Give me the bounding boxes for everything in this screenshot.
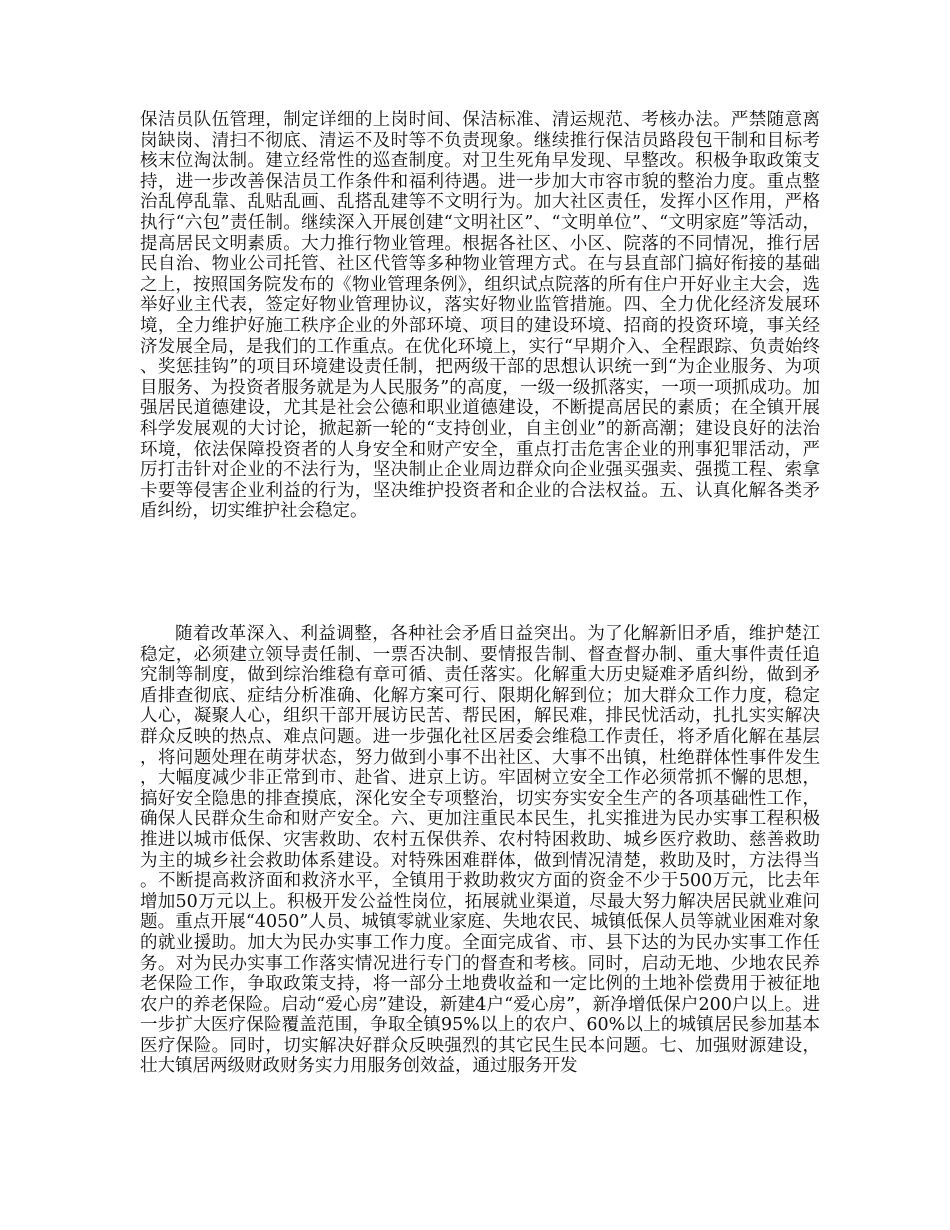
- body-paragraph-1: 保洁员队伍管理，制定详细的上岗时间、保洁标准、清运规范、考核办法。严禁随意离岗缺岗、清扫不彻底、清运不及时等不负责现象。继续推行保洁员路段包干制和目标考核末位淘汰制。建立经常性的巡查制度。对卫生死角早发现、早整改。积极争取政策支持，进一步改善保洁员工作条件和福利待遇。进一步加大市容市貌的整治力度。重点整治乱停乱靠、乱贴乱画、乱搭乱建等不文明行为。加大社区责任，发挥小区作用，严格执行“六包”责任制。继续深入开展创建“文明社区”、“文明单位”、“文明家庭”等活动，提高居民文明素质。大力推行物业管理。根据各社区、小区、院落的不同情况，推行居民自治、物业公司托管、社区代管等多种物业管理方式。在与县直部门搞好衔接的基础之上，按照国务院发布的《物业管理条例》，组织试点院落的所有住户开好业主大会，选举好业主代表，签定好物业管理协议，落实好物业监管措施。四、全力优化经济发展环境，全力维护好施工秩序企业的外部环境、项目的建设环境、招商的投资环境，事关经济发展全局，是我们的工作重点。在优化环境上，实行“早期介入、全程跟踪、负责始终、奖惩挂钩”的项目环境建设责任制，把两级干部的思想认识统一到“为企业服务、为项目服务、为投资者服务就是为人民服务”的高度，一级一级抓落实，一项一项抓成功。加强居民道德建设，尤其是社会公德和职业道德建设，不断提高居民的素质；在全镇开展科学发展观的大讨论，掀起新一轮的“支持创业，自主创业”的新高潮；建设良好的法治环境，依法保障投资者的人身安全和财产安全，重点打击危害企业的刑事犯罪活动，严厉打击针对企业的不法行为，坚决制止企业周边群众向企业强买强卖、强揽工程、索拿卡要等侵害企业利益的行为，坚决维护投资者和企业的合法权益。五、认真化解各类矛盾纠纷，切实维护社会稳定。: [140, 110, 820, 522]
- body-paragraph-2: 随着改革深入、利益调整，各种社会矛盾日益突出。为了化解新旧矛盾，维护楚江稳定，必须建立领导责任制、一票否决制、要情报告制、督查督办制、重大事件责任追究制等制度，做到综治维稳有章可循、责任落实。化解重大历史疑难矛盾纠纷，做到矛盾排查彻底、症结分析准确、化解方案可行、限期化解到位；加大群众工作力度，稳定人心，凝聚人心，组织干部开展访民苦、帮民困，解民难，排民忧活动，扎扎实实解决群众反映的热点、难点问题。进一步强化社区居委会维稳工作责任，将矛盾化解在基层，将问题处理在萌芽状态，努力做到小事不出社区、大事不出镇，杜绝群体性事件发生，大幅度减少非正常到市、赴省、进京上访。牢固树立安全工作必须常抓不懈的思想，搞好安全隐患的排查摸底，深化安全专项整治，切实夯实安全生产的各项基础性工作，确保人民群众生命和财产安全。六、更加注重民本民生，扎实推进为民办实事工程积极推进以城市低保、灾害救助、农村五保供养、农村特困救助、城乡医疗救助、慈善救助为主的城乡社会救助体系建设。对特殊困难群体，做到情况清楚，救助及时，方法得当。不断提高救济面和救济水平，全镇用于救助救灾方面的资金不少于500万元，比去年增加50万元以上。积极开发公益性岗位，拓展就业渠道，尽最大努力解决居民就业难问题。重点开展“4050”人员、城镇零就业家庭、失地农民、城镇低保人员等就业困难对象的就业援助。加大为民办实事工作力度。全面完成省、市、县下达的为民办实事工作任务。对为民办实事工作落实情况进行专门的督查和考核。同时，启动无地、少地农民养老保险工作，争取政策支持，将一部分土地费收益和一定比例的土地补偿费用于被征地农户的养老保险。启动“爱心房”建设，新建4户“爱心房”，新净增低保户200户以上。进一步扩大医疗保险覆盖范围，争取全镇95%以上的农户、60%以上的城镇居民参加基本医疗保险。同时，切实解决好群众反映强烈的其它民生民本问题。七、加强财源建设，壮大镇居两级财政财务实力用服务创效益，通过服务开发: [140, 624, 820, 1077]
